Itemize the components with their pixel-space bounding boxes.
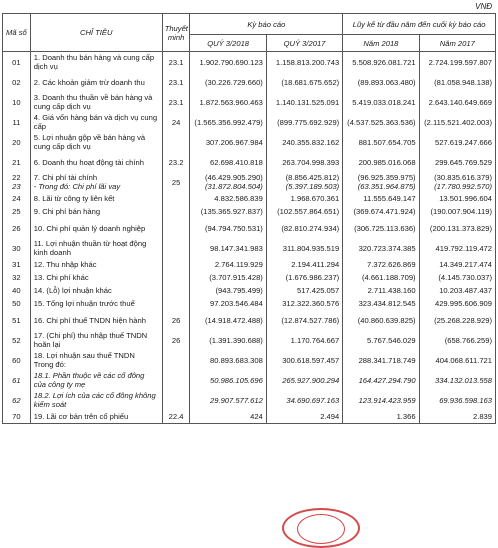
row-note: [162, 297, 190, 310]
value-ytd-2018: (89.893.063.480): [343, 72, 419, 92]
row-note: [162, 258, 190, 271]
value-ytd-2017: 69.936.598.163: [419, 390, 495, 410]
table-row: [3, 284, 496, 297]
row-label: 5. Lợi nhuận gộp về bán hàng và cung cấp dịch vụ: [30, 132, 162, 152]
row-code: 24: [3, 192, 31, 205]
value-q3-2017: 300.618.597.457: [266, 350, 342, 370]
row-code: 11: [3, 112, 31, 132]
row-code: 30: [3, 238, 31, 258]
value-ytd-2018: 1.366: [343, 410, 419, 423]
row-label: 17. (Chi phí) thu nhập thuế TNDN hoãn lại: [30, 330, 162, 350]
header-ma-so: Mã số: [3, 14, 31, 52]
header-nam-2018: Năm 2018: [343, 35, 419, 52]
table-row: [3, 390, 496, 410]
header-quy-3-2017: QUÝ 3/2017: [266, 35, 342, 52]
value-ytd-2017: (81.058.948.138): [419, 72, 495, 92]
value-ytd-2018-sub: (63.351.964.875): [357, 182, 416, 191]
row-note: [162, 390, 190, 410]
value-q3-2017: 265.927.900.294: [266, 370, 342, 390]
header-nam-2017: Năm 2017: [419, 35, 495, 52]
row-note: [162, 238, 190, 258]
row-code: 61: [3, 370, 31, 390]
value-ytd-2017: 2.724.199.597.807: [419, 52, 495, 73]
value-ytd-2017: (2.115.521.402.003): [419, 112, 495, 132]
row-code: 52: [3, 330, 31, 350]
table-row: [3, 52, 496, 73]
value-ytd-2017: (658.766.259): [419, 330, 495, 350]
row-label: 15. Tổng lợi nhuận trước thuế: [30, 297, 162, 310]
row-code: 26: [3, 218, 31, 238]
table-row: [3, 350, 496, 370]
value-ytd-2017: 419.792.119.472: [419, 238, 495, 258]
value-q3-2017: 2.194.411.294: [266, 258, 342, 271]
row-label: 14. (Lỗ) lợi nhuận khác: [30, 284, 162, 297]
value-q3-2018: 98.147.341.983: [190, 238, 266, 258]
currency-label: VNĐ: [475, 2, 492, 11]
value-q3-2017: 1.140.131.525.091: [266, 92, 342, 112]
value-ytd-2017-sub: (17.780.992.570): [434, 182, 492, 191]
row-label: 7. Chi phí tài chính: [33, 173, 98, 182]
row-label: 9. Chi phí bán hàng: [30, 205, 162, 218]
value-q3-2017: 263.704.998.393: [266, 152, 342, 172]
row-note: [162, 284, 190, 297]
value-q3-2018: (3.707.915.428): [190, 271, 266, 284]
value-q3-2017-sub: (5.397.189.503): [285, 182, 340, 191]
value-q3-2017: 34.690.697.163: [266, 390, 342, 410]
row-label: 1. Doanh thu bán hàng và cung cấp dịch vụ: [30, 52, 162, 73]
value-ytd-2018: 881.507.654.705: [343, 132, 419, 152]
value-q3-2017: (102.557.864.651): [266, 205, 342, 218]
row-note: [162, 218, 190, 238]
value-ytd-2017: 429.995.606.909: [419, 297, 495, 310]
row-label: 11. Lợi nhuận thuần từ hoạt động kinh doanh: [30, 238, 162, 258]
value-q3-2017: 1.158.813.200.743: [266, 52, 342, 73]
value-ytd-2018: (96.925.359.975): [357, 173, 416, 182]
value-q3-2017: 311.804.935.519: [266, 238, 342, 258]
row-note: 23.2: [162, 152, 190, 172]
row-label: 4. Giá vốn hàng bán và dịch vụ cung cấp: [30, 112, 162, 132]
value-ytd-2018: 323.434.812.545: [343, 297, 419, 310]
value-q3-2018: (46.429.905.290): [204, 173, 263, 182]
table-row: [3, 152, 496, 172]
value-ytd-2018: 5.419.033.018.241: [343, 92, 419, 112]
income-statement-table: [2, 13, 496, 424]
value-q3-2018: 80.893.683.308: [190, 350, 266, 370]
value-q3-2018-sub: (31.872.804.504): [204, 182, 263, 191]
value-ytd-2018: 320.723.374.385: [343, 238, 419, 258]
row-code: 20: [3, 132, 31, 152]
table-row: [3, 310, 496, 330]
row-label: 3. Doanh thu thuần về bán hàng và cung cấp dịch vụ: [30, 92, 162, 112]
row-code: 25: [3, 205, 31, 218]
value-ytd-2018: 5.508.926.081.721: [343, 52, 419, 73]
table-row: [3, 92, 496, 112]
table-row: [3, 218, 496, 238]
row-label: 6. Doanh thu hoạt động tài chính: [30, 152, 162, 172]
value-ytd-2018: 2.711.438.160: [343, 284, 419, 297]
value-ytd-2017: 10.203.487.437: [419, 284, 495, 297]
value-ytd-2017: 2.643.140.649.669: [419, 92, 495, 112]
row-note: [162, 205, 190, 218]
table-row: [3, 238, 496, 258]
row-code: 70: [3, 410, 31, 423]
row-note: 23.1: [162, 52, 190, 73]
table-row: [3, 370, 496, 390]
row-label: 18.2. Lợi ích của các cổ đông không kiểm soát: [30, 390, 162, 410]
value-q3-2017: 2.494: [266, 410, 342, 423]
row-note: 26: [162, 330, 190, 350]
row-label: 10. Chi phí quản lý doanh nghiệp: [30, 218, 162, 238]
row-label: 12. Thu nhập khác: [30, 258, 162, 271]
row-note: 22.4: [162, 410, 190, 423]
value-ytd-2018: 11.555.649.147: [343, 192, 419, 205]
value-q3-2017: (18.681.675.652): [266, 72, 342, 92]
row-label: 16. Chi phí thuế TNDN hiện hành: [30, 310, 162, 330]
value-ytd-2018: (4.537.525.363.536): [343, 112, 419, 132]
value-ytd-2018: (369.674.471.924): [343, 205, 419, 218]
value-q3-2017: (8.856.425.812): [285, 173, 340, 182]
value-q3-2018: 424: [190, 410, 266, 423]
value-ytd-2018: (306.725.113.636): [343, 218, 419, 238]
value-q3-2017: 312.322.360.576: [266, 297, 342, 310]
table-row: [3, 172, 496, 192]
header-chi-tieu: CHỈ TIÊU: [30, 14, 162, 52]
row-label-sub: - Trong đó: Chi phí lãi vay: [33, 182, 121, 191]
value-q3-2018: 97.203.546.484: [190, 297, 266, 310]
row-code: 10: [3, 92, 31, 112]
row-label: 19. Lãi cơ bản trên cổ phiếu: [30, 410, 162, 423]
value-q3-2018: 1.902.790.690.123: [190, 52, 266, 73]
value-ytd-2017: 404.068.611.721: [419, 350, 495, 370]
row-note: [162, 271, 190, 284]
value-q3-2018: 62.698.410.818: [190, 152, 266, 172]
row-code: 51: [3, 310, 31, 330]
value-q3-2017: 1.170.764.667: [266, 330, 342, 350]
header-thuyet-minh: Thuyết minh: [162, 14, 190, 52]
row-code: 40: [3, 284, 31, 297]
header-quy-3-2018: QUÝ 3/2018: [190, 35, 266, 52]
value-ytd-2018: 164.427.294.790: [343, 370, 419, 390]
row-code: 31: [3, 258, 31, 271]
value-ytd-2017: (25.268.228.929): [419, 310, 495, 330]
value-q3-2018: (14.918.472.488): [190, 310, 266, 330]
value-q3-2018: 2.764.119.929: [190, 258, 266, 271]
table-row: [3, 112, 496, 132]
table-row: [3, 297, 496, 310]
value-ytd-2017: (200.131.373.829): [419, 218, 495, 238]
table-row: [3, 330, 496, 350]
row-label-extra: Trong đó:: [33, 360, 66, 369]
value-q3-2018: (943.795.499): [190, 284, 266, 297]
value-ytd-2018: 5.767.546.029: [343, 330, 419, 350]
header-ky-bao-cao: Kỳ báo cáo: [190, 14, 343, 35]
row-label: 18. Lợi nhuận sau thuế TNDN: [33, 351, 135, 360]
value-q3-2018: 307.206.967.984: [190, 132, 266, 152]
table-row: [3, 271, 496, 284]
value-ytd-2017: 334.132.013.558: [419, 370, 495, 390]
value-ytd-2017: (4.145.730.037): [419, 271, 495, 284]
value-ytd-2017: (190.007.904.119): [419, 205, 495, 218]
value-ytd-2018: (4.661.188.709): [343, 271, 419, 284]
value-q3-2017: (12.874.527.786): [266, 310, 342, 330]
row-code: 62: [3, 390, 31, 410]
value-ytd-2017: 299.645.769.529: [419, 152, 495, 172]
row-code: 50: [3, 297, 31, 310]
table-row: [3, 205, 496, 218]
row-code: 60: [3, 350, 31, 370]
table-row: [3, 192, 496, 205]
value-q3-2018: (1.565.356.992.479): [190, 112, 266, 132]
value-q3-2018: (94.794.750.531): [190, 218, 266, 238]
value-ytd-2018: (40.860.639.825): [343, 310, 419, 330]
row-note: [162, 132, 190, 152]
value-ytd-2017: 14.349.217.474: [419, 258, 495, 271]
row-label: 2. Các khoản giảm trừ doanh thu: [30, 72, 162, 92]
value-ytd-2017: (30.835.616.379): [434, 173, 492, 182]
row-note: 23.1: [162, 72, 190, 92]
row-code: 22: [12, 173, 21, 182]
row-note: 25: [162, 172, 190, 192]
row-label: 13. Chi phí khác: [30, 271, 162, 284]
value-q3-2018: (30.226.729.660): [190, 72, 266, 92]
table-row: [3, 258, 496, 271]
row-code: 01: [3, 52, 31, 73]
value-ytd-2018: 288.341.718.749: [343, 350, 419, 370]
row-label: 18.1. Phần thuộc về các cổ đông của công ty mẹ: [30, 370, 162, 390]
row-code: 32: [3, 271, 31, 284]
value-q3-2018: 29.907.577.612: [190, 390, 266, 410]
row-note: [162, 370, 190, 390]
value-ytd-2018: 7.372.626.869: [343, 258, 419, 271]
row-note: [162, 350, 190, 370]
row-label: 8. Lãi từ công ty liên kết: [30, 192, 162, 205]
value-ytd-2017: 2.839: [419, 410, 495, 423]
value-ytd-2018: 123.914.423.959: [343, 390, 419, 410]
row-note: [162, 192, 190, 205]
value-q3-2017: (82.810.274.934): [266, 218, 342, 238]
value-q3-2018: 1.872.563.960.463: [190, 92, 266, 112]
table-row: [3, 410, 496, 423]
header-luy-ke: Lũy kế từ đầu năm đến cuối kỳ báo cáo: [343, 14, 496, 35]
value-ytd-2017: 13.501.996.604: [419, 192, 495, 205]
value-q3-2017: 517.425.057: [266, 284, 342, 297]
value-q3-2017: (899.775.692.929): [266, 112, 342, 132]
value-q3-2017: (1.676.986.237): [266, 271, 342, 284]
row-note: 26: [162, 310, 190, 330]
row-code: 21: [3, 152, 31, 172]
value-ytd-2017: 527.619.247.666: [419, 132, 495, 152]
value-q3-2017: 1.968.670.361: [266, 192, 342, 205]
value-q3-2018: (135.365.927.837): [190, 205, 266, 218]
table-row: [3, 72, 496, 92]
value-q3-2017: 240.355.832.162: [266, 132, 342, 152]
row-code-sub: 23: [12, 182, 21, 191]
company-seal-inner-ring: [297, 514, 345, 544]
row-code: 02: [3, 72, 31, 92]
value-q3-2018: (1.391.390.688): [190, 330, 266, 350]
table-row: [3, 132, 496, 152]
row-note: 23.1: [162, 92, 190, 112]
value-q3-2018: 4.832.586.839: [190, 192, 266, 205]
value-ytd-2018: 200.985.016.068: [343, 152, 419, 172]
row-note: 24: [162, 112, 190, 132]
value-q3-2018: 50.986.105.696: [190, 370, 266, 390]
